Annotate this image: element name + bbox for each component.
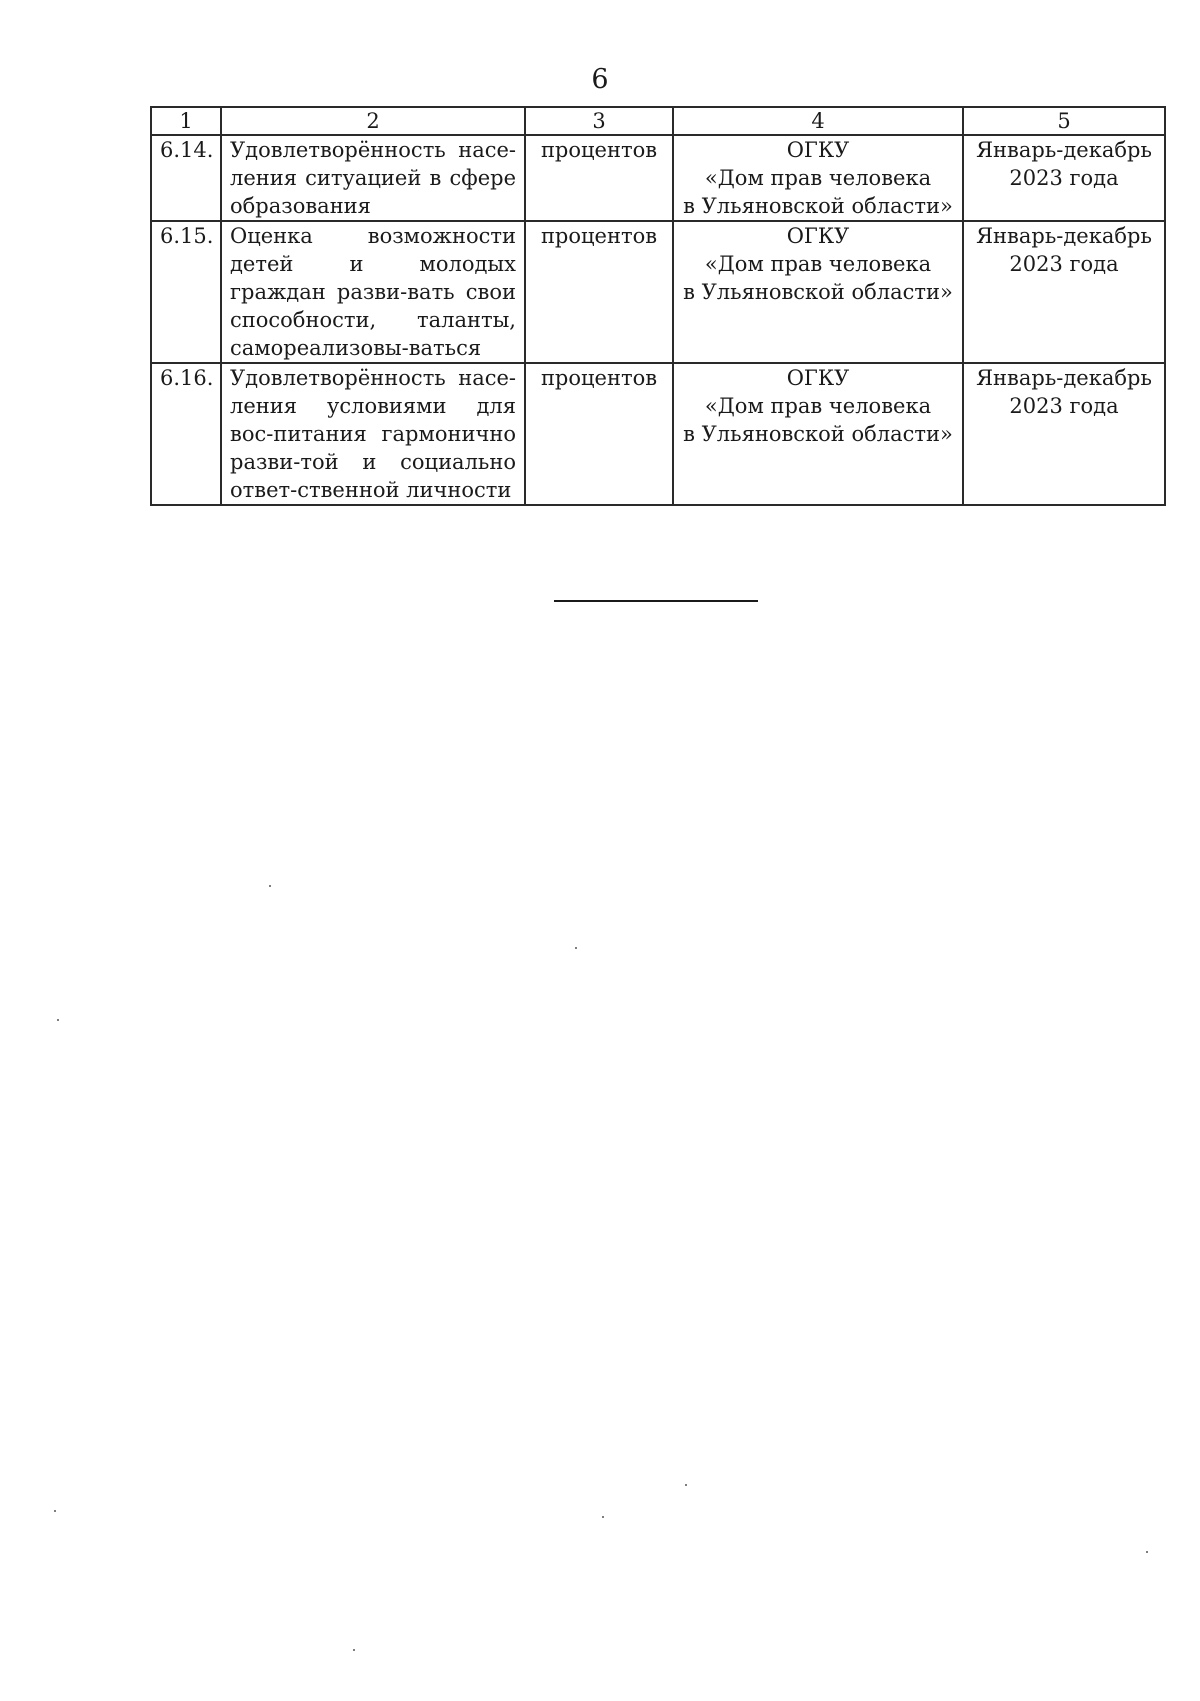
indicator-description: Удовлетворённость насе-ления ситуацией в сфере образования: [221, 135, 525, 221]
column-header-5: 5: [963, 107, 1165, 135]
scan-speck: [57, 1019, 59, 1021]
indicators-table: [150, 106, 1166, 506]
period-line: Январь-декабрь: [976, 366, 1152, 390]
scan-speck: [353, 1649, 355, 1651]
indicator-description: Удовлетворённость насе-ления условиями для вос-питания гармонично разви-той и социально ответ-ственной личности: [221, 363, 525, 505]
org-line: «Дом прав человека: [704, 166, 932, 190]
period-line: 2023 года: [1009, 166, 1119, 190]
reporting-period: [963, 135, 1165, 221]
scan-speck: [685, 1484, 687, 1486]
scan-speck: [269, 885, 271, 887]
scan-speck: [54, 1510, 56, 1512]
org-line: «Дом прав человека: [704, 252, 932, 276]
table-row: [151, 363, 1165, 505]
org-line: «Дом прав человека: [704, 394, 932, 418]
column-header-2: 2: [221, 107, 525, 135]
table-row: [151, 135, 1165, 221]
unit-of-measure: процентов: [525, 363, 673, 505]
scan-speck: [602, 1516, 604, 1518]
column-header-4: 4: [673, 107, 963, 135]
end-of-document-rule: [554, 600, 758, 602]
unit-of-measure: процентов: [525, 221, 673, 363]
column-header-3: 3: [525, 107, 673, 135]
period-line: 2023 года: [1009, 252, 1119, 276]
period-line: Январь-декабрь: [976, 224, 1152, 248]
column-header-1: 1: [151, 107, 221, 135]
org-line: ОГКУ: [786, 366, 850, 390]
responsible-organization: [673, 221, 963, 363]
org-line: ОГКУ: [786, 224, 850, 248]
org-line: ОГКУ: [786, 138, 850, 162]
period-line: 2023 года: [1009, 394, 1119, 418]
table-row: [151, 221, 1165, 363]
org-line: в Ульяновской области»: [683, 422, 953, 446]
row-number: 6.16.: [151, 363, 221, 505]
org-line: в Ульяновской области»: [683, 280, 953, 304]
row-number: 6.15.: [151, 221, 221, 363]
table-header-row: [151, 107, 1165, 135]
scan-speck: [575, 947, 577, 949]
scan-speck: [1146, 1551, 1148, 1553]
row-number: 6.14.: [151, 135, 221, 221]
responsible-organization: [673, 363, 963, 505]
reporting-period: [963, 363, 1165, 505]
indicator-description: Оценка возможности детей и молодых граждан разви-вать свои способности, таланты, самореализовы-ваться: [221, 221, 525, 363]
responsible-organization: [673, 135, 963, 221]
org-line: в Ульяновской области»: [683, 194, 953, 218]
reporting-period: [963, 221, 1165, 363]
unit-of-measure: процентов: [525, 135, 673, 221]
period-line: Январь-декабрь: [976, 138, 1152, 162]
page-number: 6: [591, 64, 609, 95]
